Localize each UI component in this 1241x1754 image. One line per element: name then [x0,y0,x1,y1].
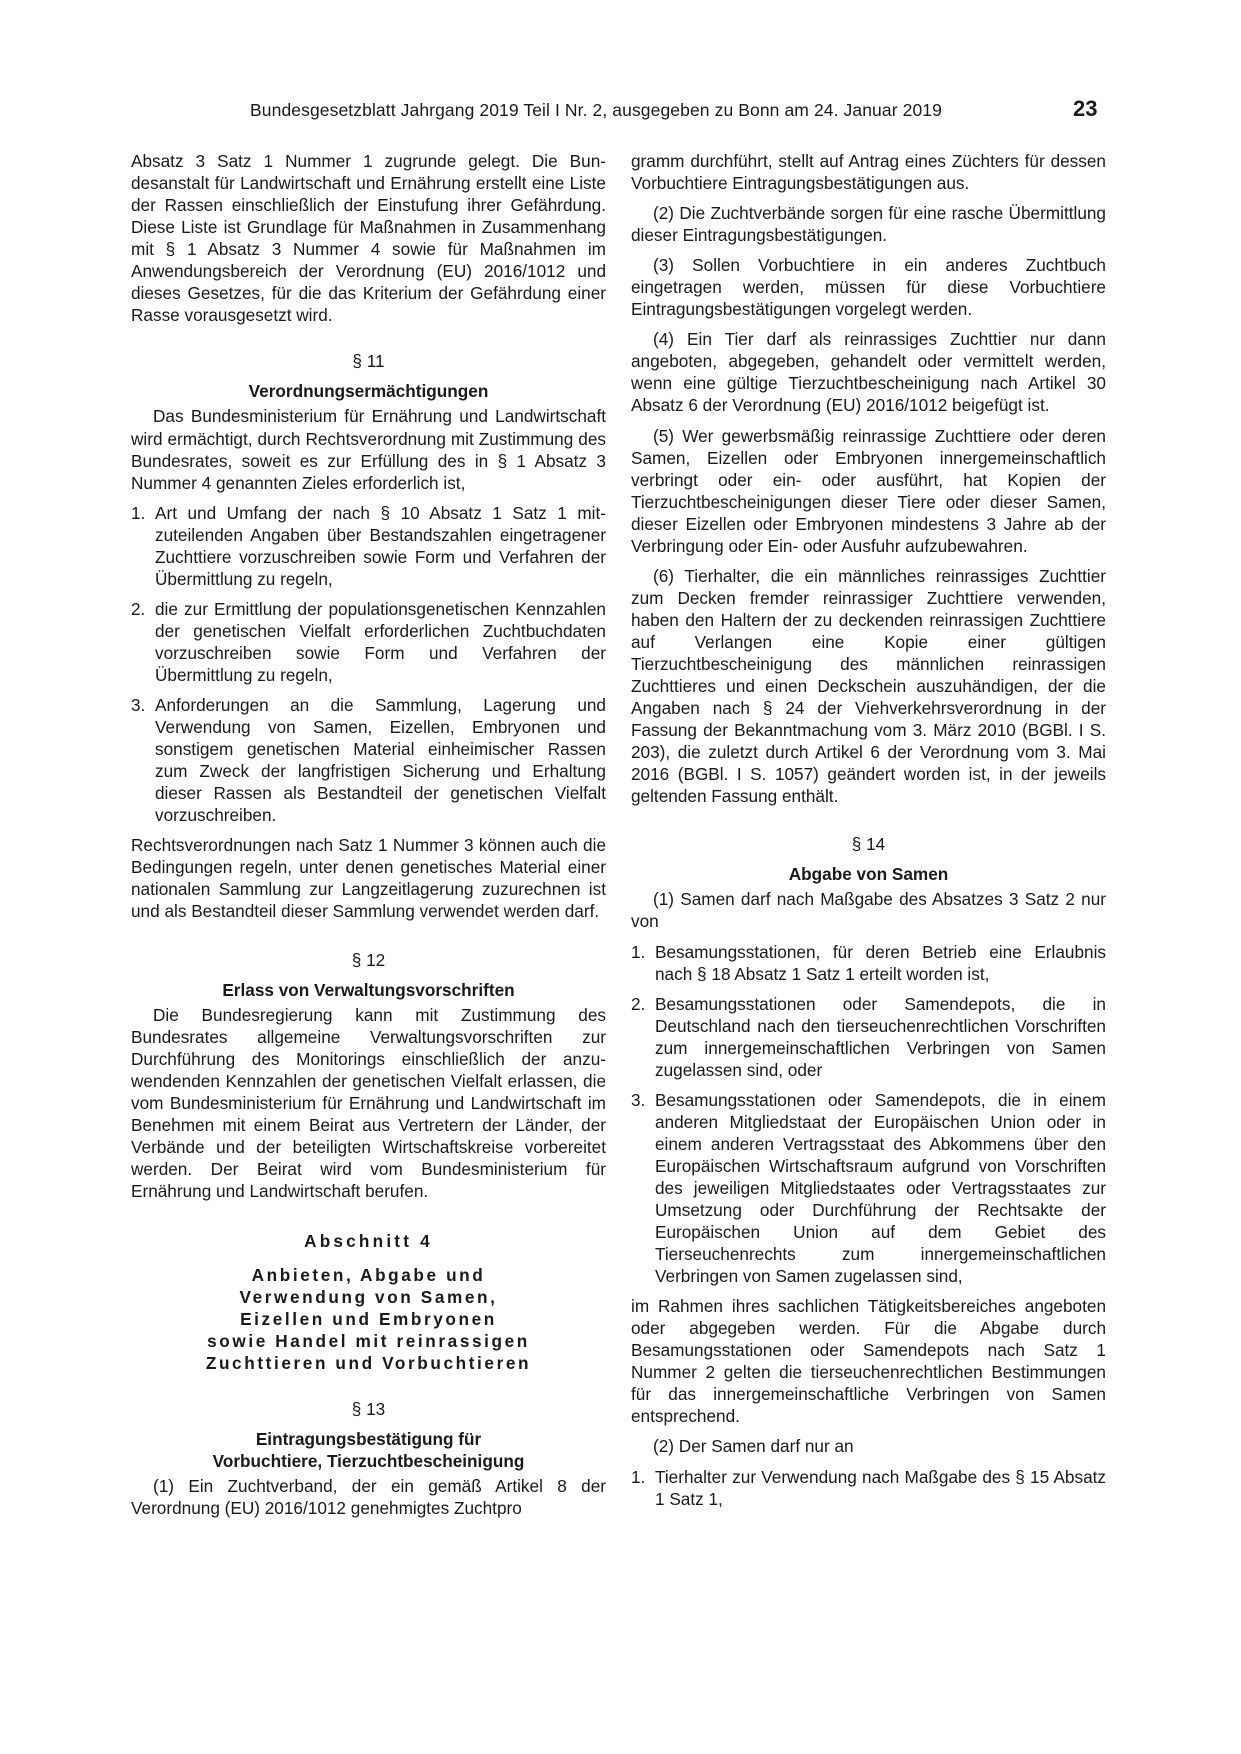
section-14-after-list: im Rahmen ihres sachlichen Tätigkeitsbereiches angeboten oder abgegeben werden. Für die Abgabe durch Besamungsstationen oder Samendepots nach Satz 1 Nummer 2 gelten die tierseuchenrechtlichen Bestimmungen für das innergemeinschaftliche Verbringen von Samen entsprechend. [631,1296,1106,1427]
section-12-number: § 12 [351,949,386,970]
section-11-intro: Das Bundesministerium für Ernährung und Landwirtschaft wird ermächtigt, durch Rechtsverordnung mit Zustimmung des Bundesrates, soweit es zur Erfüllung des in § 1 Absatz 3 Nummer 4 genannten Zieles erforderlich ist, [131,406,606,493]
section-11-closing: Rechtsverordnungen nach Satz 1 Nummer 3 können auch die Bedingungen regeln, unter denen genetisches Material einer nationalen Sammlung zur Langzeitlagerung zuzurechnen ist und als Bestandteil dieser Sammlung verwendet werden darf. [131,835,606,922]
list-item-number: 1. [131,502,146,523]
section-13-paragraph: (6) Tierhalter, die ein männliches reinrassiges Zuchttier zum Decken fremder reinrassiger Zuchttiere verwenden, haben den Haltern der zu deckenden reinrassigen Zuchttiere auf Verlangen eine Kopie einer gültigen Tierzuchtbescheinigung des männlichen reinrassigen Zuchttieres und einen Deckschein auszuhändigen, der die Angaben nach § 24 der Viehverkehrsverordnung in der Fassung der Bekanntmachung vom 3. März 2010 (BGBl. I S. 203), die zuletzt durch Artikel 6 der Verordnung vom 3. Mai 2016 (BGBl. I S. 1057) geändert worden ist, in der jeweils geltenden Fassung enthält. [631,565,1106,807]
section-14-paragraph-1: (1) Samen darf nach Maßgabe des Absatzes 3 Satz 2 nur von [631,889,1106,932]
section-14-paragraph-2: (2) Der Samen darf nur an [653,1436,854,1457]
list-item-number: 1. [631,1466,646,1487]
section-14-list-2 [631,1466,1106,1510]
right-column [631,150,1106,1510]
section-11-list [131,502,606,827]
page-header [0,96,1241,124]
section-13-paragraph-1: (1) Ein Zuchtverband, der ein gemäß Artikel 8 der Verordnung (EU) 2016/1012 genehmigtes Zuchtpro [131,1476,606,1519]
list-item-number: 1. [631,941,646,962]
section-14-title: Abgabe von Samen [788,864,949,885]
list-item-number: 3. [131,695,146,716]
section-13-paragraph: (3) Sollen Vorbuchtiere in ein anderes Zuchtbuch eingetragen werden, müssen für diese Vorbuchtiere Eintragungsbestätigungen vorgelegt werden. [631,255,1106,320]
abschnitt-title-line: Eizellen und Embryonen [240,1309,497,1330]
list-item-number: 3. [631,1089,646,1110]
abschnitt-title-line: sowie Handel mit reinrassigen [207,1331,530,1352]
section-12-body: Die Bundesregierung kann mit Zustimmung des Bundesrates allgemeine Verwaltungsvorschriften zur Durchführung des Monitorings einschließlich der anzuwendenden Kennzahlen der genetischen Vielfalt erlassen, die vom Bundesministerium für Ernährung und Landwirtschaft im Benehmen mit einem Beirat aus Vertretern der Länder, der Verbände und der beteiligten Wirtschaftskreise vorbereitet werden. Der Beirat wird vom Bundesministerium für Ernährung und Landwirtschaft berufen. [131,1004,606,1201]
section-13-title-line: Vorbuchtiere, Tierzuchtbescheinigung [212,1451,525,1472]
section-13-number: § 13 [351,1399,386,1420]
section-13-title-line: Eintragungsbestätigung für [255,1429,482,1450]
list-item [131,598,606,686]
section-11-number: § 11 [352,351,385,372]
header-text: Bundesgesetzblatt Jahrgang 2019 Teil I Nr. 2, ausgegeben zu Bonn am 24. Januar 2019 [250,100,942,120]
list-item-text: Besamungsstationen oder Samendepots, die in Deutschland nach den tierseuchenrechtlichen Vorschriften zum innergemeinschaftlichen Verbringen von Samen zugelassen sind, oder [655,993,1106,1080]
section-13-paragraph: (5) Wer gewerbsmäßig reinrassige Zuchttiere oder deren Samen, Eizellen oder Embryonen innergemeinschaftlich verbringt oder ein- oder ausführt, hat Kopien der Tierzuchtbescheinigungen dieser Tiere oder dieser Samen, dieser Eizellen oder Embryonen mindestens 3 Jahre ab der Verbringung oder Ein- oder Ausfuhr aufzubewahren. [631,425,1106,556]
list-item-text: Besamungsstationen oder Samendepots, die in einem anderen Mitgliedstaat der Europäischen Union oder in einem anderen Vertragsstaat des Abkommens über den Europäischen Wirtschaftsraum aufgrund von Vorschriften des jeweiligen Mitgliedstaates oder Vertragsstaates zur Umsetzung oder Durchführung der Rechtsakte der Europäischen Union auf dem Gebiet des Tierseuchenrechts zum innergemeinschaftlichen Verbringen von Samen zugelassen sind, [655,1089,1106,1287]
left-column [131,150,606,1520]
abschnitt-title [131,1264,606,1374]
list-item [131,502,606,590]
section-12-title: Erlass von Verwaltungsvorschriften [222,979,515,1000]
list-item-number: 2. [131,598,146,619]
list-item-text: Tierhalter zur Verwendung nach Maßgabe des § 15 Absatz 1 Satz 1, [655,1466,1106,1509]
list-item-text: Anforderungen an die Sammlung, Lagerung und Verwendung von Samen, Eizellen, Embryonen und sonstigem genetischen Material einheimischer Rassen zum Zweck der langfristigen Sicherung und Erhaltung dieser Rassen als Bestandteil der genetischen Vielfalt vorzuschreiben. [155,695,606,826]
list-item-number: 2. [631,993,646,1014]
list-item-text: Art und Umfang der nach § 10 Absatz 1 Satz 1 mitzuteilenden Angaben über Bestandszahlen eingetragener Zuchttiere vorzuschreiben sowie Form und Verfahren der Übermittlung zu regeln, [155,502,606,589]
list-item [631,1089,1106,1287]
list-item [631,993,1106,1081]
list-item [131,694,606,826]
abschnitt-title-line: Verwendung von Samen, [239,1287,498,1308]
section-14-number: § 14 [851,834,886,855]
list-item [631,941,1106,985]
abschnitt-label: Abschnitt 4 [304,1231,433,1252]
list-item [631,1466,1106,1510]
page-number: 23 [1073,96,1098,121]
abschnitt-title-line: Anbieten, Abgabe und [251,1265,486,1286]
section-13-paragraph: (2) Die Zuchtverbände sorgen für eine rasche Übermittlung dieser Eintragungsbestätigungen. [631,203,1106,246]
section-13-title [131,1428,606,1472]
section-11-title: Verordnungsermächtigungen [248,381,489,402]
abschnitt-title-line: Zuchttieren und Vorbuchtieren [205,1353,532,1374]
section-13-paragraph: (4) Ein Tier darf als reinrassiges Zuchttier nur dann angeboten, abgegeben, gehandelt oder vermittelt werden, wenn eine gültige Tierzuchtbescheinigung nach Artikel 30 Absatz 6 der Verordnung (EU) 2016/1012 beigefügt ist. [631,329,1106,416]
intro-paragraph: Absatz 3 Satz 1 Nummer 1 zugrunde gelegt. Die Bundesanstalt für Landwirtschaft und Ernährung erstellt eine Liste der Rassen einschließlich der Einstufung ihrer Gefährdung. Diese Liste ist Grundlage für Maßnahmen in Zusammenhang mit § 1 Absatz 3 Nummer 4 sowie für Maßnahmen im Anwendungsbereich der Verordnung (EU) 2016/1012 und dieses Gesetzes, für die das Kriterium der Gefährdung einer Rasse vorausgesetzt wird. [131,151,606,326]
list-item-text: Besamungsstationen, für deren Betrieb eine Erlaubnis nach § 18 Absatz 1 Satz 1 erteilt worden ist, [655,941,1106,984]
section-14-list [631,941,1106,1288]
list-item-text: die zur Ermittlung der populationsgenetischen Kennzahlen der genetischen Vielfalt erforderlichen Zuchtbuchdaten vorzuschreiben sowie Form und Verfahren der Übermittlung zu regeln, [155,598,606,685]
section-13-continuation: gramm durchführt, stellt auf Antrag eines Züchters für dessen Vorbuchtiere Eintragungsbestätigungen aus. [631,151,1106,194]
